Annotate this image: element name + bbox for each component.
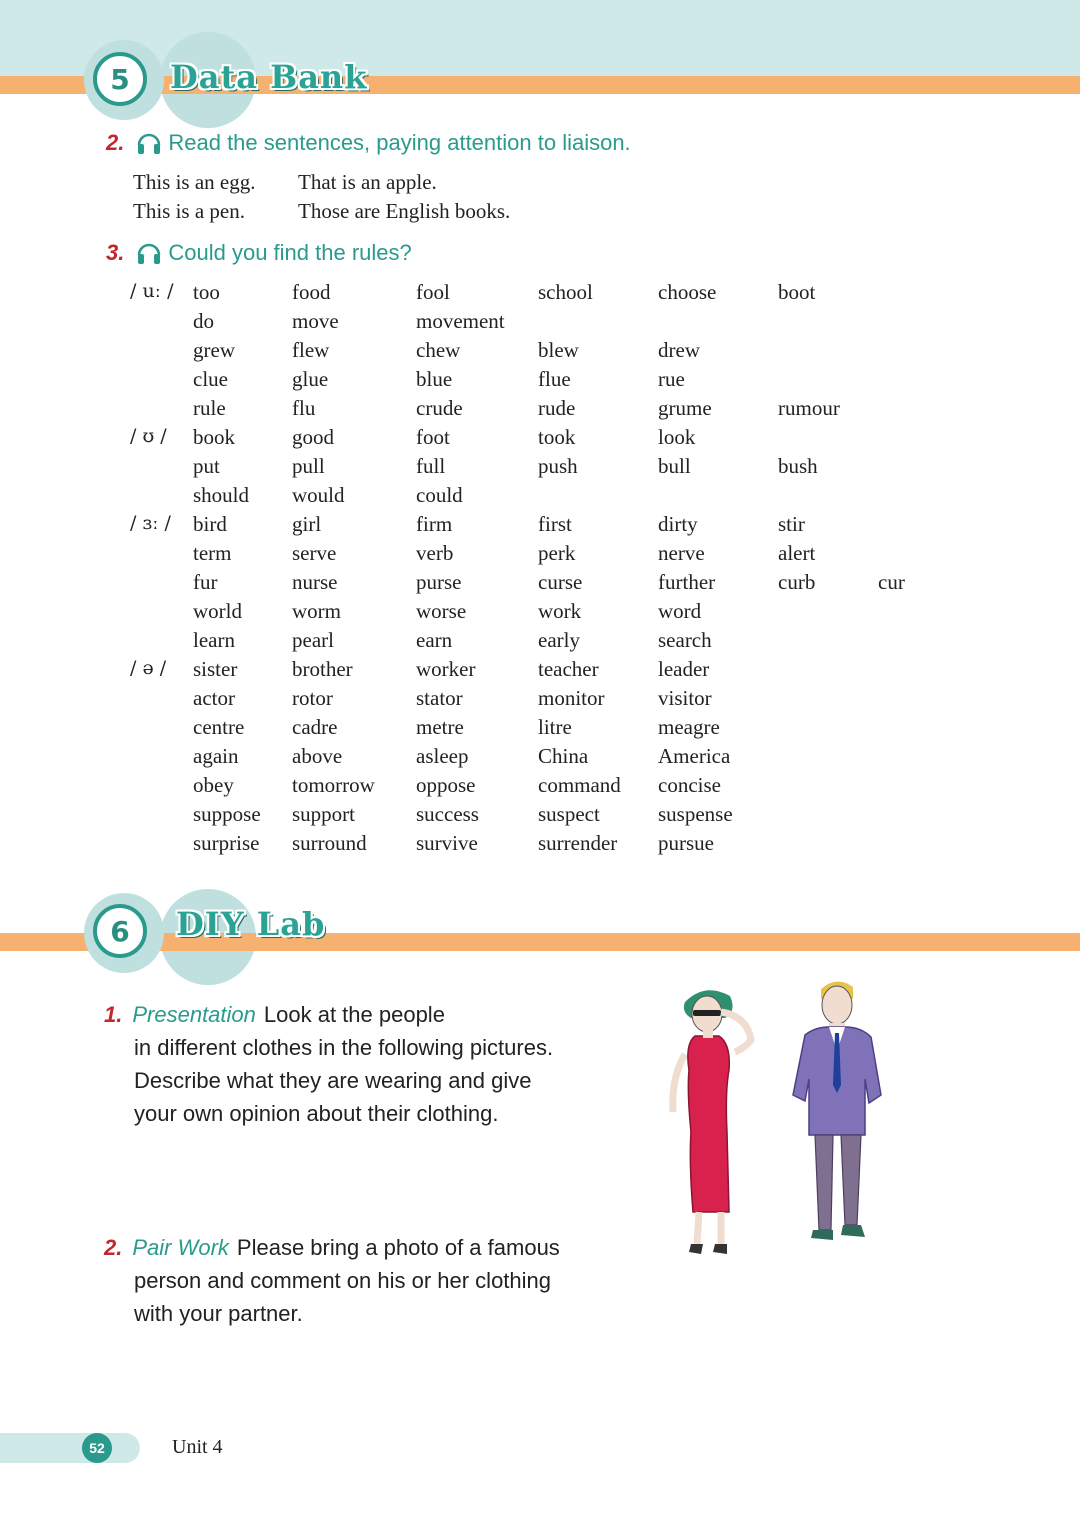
exercise-number: 2. (104, 1235, 123, 1260)
word-cell: good (292, 425, 334, 449)
section-number: 6 (93, 904, 147, 958)
word-cell: do (193, 309, 214, 333)
phoneme-label: / ʊ / (130, 425, 167, 447)
sentence: This is a pen. (133, 199, 245, 223)
exercise-text: Please bring a photo of a famous (236, 1235, 560, 1260)
exercise-number: 3. (106, 240, 125, 265)
man-in-suit-illustration (785, 975, 895, 1260)
word-cell: success (416, 802, 479, 826)
word-cell: America (658, 744, 731, 768)
word-cell: oppose (416, 773, 476, 797)
word-cell: stator (416, 686, 463, 710)
word-cell: pursue (658, 831, 714, 855)
section-number: 5 (93, 52, 147, 106)
word-cell: drew (658, 338, 700, 362)
word-cell: chew (416, 338, 461, 362)
word-cell: worse (416, 599, 467, 623)
word-cell: cadre (292, 715, 338, 739)
phoneme-label: / uː / (130, 280, 174, 302)
section-title: DIY Lab (176, 905, 326, 943)
word-cell: flue (538, 367, 571, 391)
woman-in-qipao-illustration (655, 982, 765, 1267)
word-cell: too (193, 280, 220, 304)
exercise-3-heading (106, 240, 412, 266)
word-cell: took (538, 425, 576, 449)
diy-line: with your partner. (134, 1301, 303, 1326)
word-cell: suspect (538, 802, 600, 826)
word-cell: choose (658, 280, 717, 304)
word-cell: surprise (193, 831, 260, 855)
word-cell: suspense (658, 802, 733, 826)
exercise-label: Pair Work (132, 1235, 229, 1260)
exercise-2-heading (106, 130, 631, 156)
word-cell: term (193, 541, 232, 565)
word-cell: earn (416, 628, 453, 652)
diy-exercise-2 (104, 1231, 624, 1330)
word-cell: alert (778, 541, 816, 565)
word-cell: bird (193, 512, 227, 536)
diy-line: in different clothes in the following pictures. (134, 1035, 554, 1060)
word-cell: centre (193, 715, 245, 739)
word-cell: girl (292, 512, 322, 536)
exercise-number: 2. (106, 130, 125, 155)
word-cell: asleep (416, 744, 469, 768)
unit-label: Unit 4 (172, 1436, 223, 1458)
exercise-number: 1. (104, 1002, 123, 1027)
word-cell: sister (193, 657, 238, 681)
word-cell: blue (416, 367, 453, 391)
word-cell: support (292, 802, 355, 826)
word-cell: look (658, 425, 696, 449)
word-cell: rumour (778, 396, 840, 420)
word-cell: command (538, 773, 621, 797)
word-cell: bush (778, 454, 818, 478)
word-cell: would (292, 483, 345, 507)
word-cell: rotor (292, 686, 333, 710)
word-cell: China (538, 744, 589, 768)
word-cell: firm (416, 512, 453, 536)
exercise-text: Look at the people (263, 1002, 445, 1027)
headphones-icon (136, 240, 162, 266)
word-cell: crude (416, 396, 463, 420)
word-cell: blew (538, 338, 579, 362)
word-cell: move (292, 309, 339, 333)
word-cell: full (416, 454, 446, 478)
word-cell: flew (292, 338, 330, 362)
sentence: This is an egg. (133, 170, 256, 194)
word-cell: word (658, 599, 702, 623)
word-cell: curse (538, 570, 583, 594)
section-title: Data Bank (170, 58, 368, 96)
word-cell: obey (193, 773, 234, 797)
diy-line (104, 998, 624, 1031)
diy-line: person and comment on his or her clothing (134, 1268, 552, 1293)
diy-line: your own opinion about their clothing. (134, 1101, 499, 1126)
word-cell: surrender (538, 831, 618, 855)
word-cell: surround (292, 831, 367, 855)
word-cell: rue (658, 367, 685, 391)
word-cell: book (193, 425, 235, 449)
word-cell: first (538, 512, 572, 536)
word-cell: leader (658, 657, 710, 681)
word-cell: glue (292, 367, 329, 391)
word-cell: bull (658, 454, 691, 478)
phoneme-label: / ɜː / (130, 512, 171, 534)
word-cell: pearl (292, 628, 334, 652)
word-cell: rule (193, 396, 226, 420)
word-cell: worm (292, 599, 341, 623)
word-cell: learn (193, 628, 235, 652)
word-cell: survive (416, 831, 478, 855)
word-cell: cur (878, 570, 905, 594)
word-cell: nurse (292, 570, 338, 594)
word-cell: clue (193, 367, 228, 391)
word-cell: push (538, 454, 578, 478)
word-cell: search (658, 628, 712, 652)
word-cell: stir (778, 512, 805, 536)
word-cell: brother (292, 657, 353, 681)
word-cell: again (193, 744, 239, 768)
word-cell: serve (292, 541, 337, 565)
word-cell: should (193, 483, 250, 507)
word-cell: nerve (658, 541, 705, 565)
exercise-label: Presentation (132, 1002, 256, 1027)
phoneme-label: / ə / (130, 657, 167, 679)
word-cell: fur (193, 570, 218, 594)
word-cell: foot (416, 425, 450, 449)
word-cell: school (538, 280, 593, 304)
exercise-instruction: Could you find the rules? (168, 240, 412, 265)
word-cell: early (538, 628, 580, 652)
word-cell: put (193, 454, 220, 478)
word-cell: movement (416, 309, 505, 333)
word-cell: food (292, 280, 331, 304)
word-cell: concise (658, 773, 721, 797)
diy-line (104, 1231, 624, 1264)
word-cell: dirty (658, 512, 698, 536)
word-cell: flu (292, 396, 316, 420)
word-cell: verb (416, 541, 454, 565)
sentence: That is an apple. (298, 170, 437, 194)
word-cell: work (538, 599, 582, 623)
sentence: Those are English books. (298, 199, 511, 223)
word-cell: fool (416, 280, 450, 304)
diy-line: Describe what they are wearing and give (134, 1068, 532, 1093)
word-cell: visitor (658, 686, 712, 710)
word-cell: pull (292, 454, 325, 478)
word-cell: tomorrow (292, 773, 375, 797)
word-cell: monitor (538, 686, 605, 710)
word-cell: boot (778, 280, 816, 304)
word-cell: grume (658, 396, 712, 420)
word-cell: grew (193, 338, 235, 362)
word-cell: world (193, 599, 242, 623)
word-cell: purse (416, 570, 462, 594)
word-cell: litre (538, 715, 572, 739)
word-cell: further (658, 570, 716, 594)
word-cell: actor (193, 686, 235, 710)
word-cell: suppose (193, 802, 261, 826)
word-cell: metre (416, 715, 464, 739)
word-cell: rude (538, 396, 576, 420)
page-number: 52 (82, 1433, 112, 1463)
word-cell: above (292, 744, 343, 768)
word-cell: perk (538, 541, 576, 565)
exercise-instruction: Read the sentences, paying attention to liaison. (168, 130, 631, 155)
diy-exercise-1 (104, 998, 624, 1130)
footer-tab (0, 1433, 140, 1463)
word-cell: could (416, 483, 463, 507)
word-cell: meagre (658, 715, 720, 739)
word-cell: teacher (538, 657, 599, 681)
word-cell: worker (416, 657, 476, 681)
headphones-icon (136, 130, 162, 156)
word-cell: curb (778, 570, 816, 594)
